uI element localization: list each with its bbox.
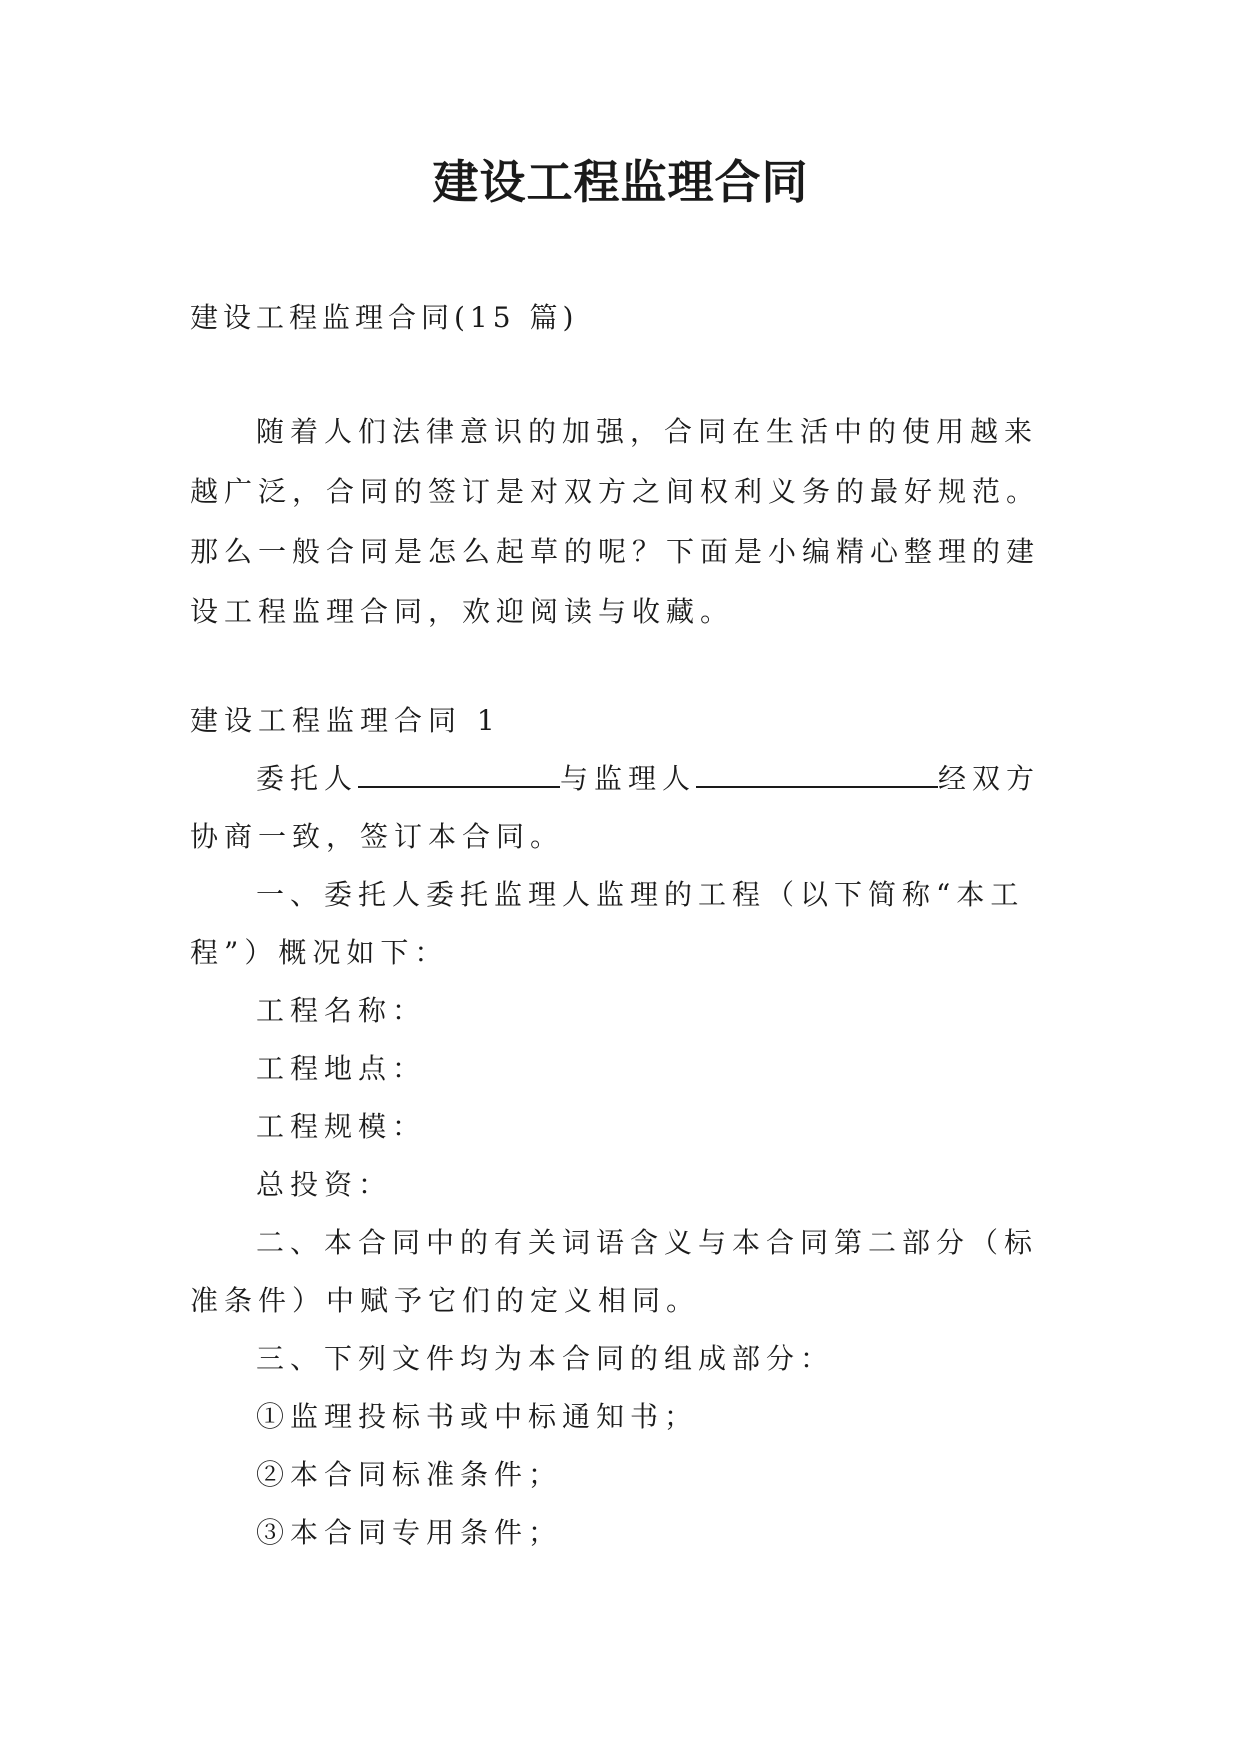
parties-after-text: 经双方协商一致，签订本合同。: [190, 762, 1041, 853]
contract-section: [190, 692, 1050, 1562]
document-item-2: ②本合同标准条件；: [256, 1458, 563, 1491]
intro-text: 随着人们法律意识的加强，合同在生活中的使用越来越广泛，合同的签订是对双方之间权利义务的最好规范。那么一般合同是怎么起草的呢？下面是小编精心整理的建设工程监理合同，欢迎阅读与收藏。: [190, 415, 1041, 628]
client-blank-line: [358, 756, 560, 788]
section-heading: 建设工程监理合同 1: [190, 704, 501, 737]
document-item-1: ①监理投标书或中标通知书；: [256, 1400, 699, 1433]
field-project-name: 工程名称：: [256, 994, 427, 1027]
intro-paragraph: [190, 402, 1050, 642]
supervisor-label: 与监理人: [560, 762, 697, 795]
document-item-3: ③本合同专用条件；: [256, 1516, 563, 1549]
parties-paragraph: [190, 750, 1050, 866]
clause-1: 一、委托人委托监理人监理的工程（以下简称“本工程”）概况如下：: [190, 878, 1025, 969]
document-title: 建设工程监理合同: [432, 155, 809, 209]
document-subtitle: 建设工程监理合同(15 篇): [190, 301, 579, 334]
field-project-location: 工程地点：: [256, 1052, 427, 1085]
clause-2: 二、本合同中的有关词语含义与本合同第二部分（标准条件）中赋予它们的定义相同。: [190, 1226, 1039, 1317]
field-total-investment: 总投资：: [256, 1168, 393, 1201]
clause-3: 三、下列文件均为本合同的组成部分：: [256, 1342, 835, 1375]
field-project-scale: 工程规模：: [256, 1110, 427, 1143]
supervisor-blank-line: [696, 756, 938, 788]
client-label: 委托人: [256, 762, 359, 795]
